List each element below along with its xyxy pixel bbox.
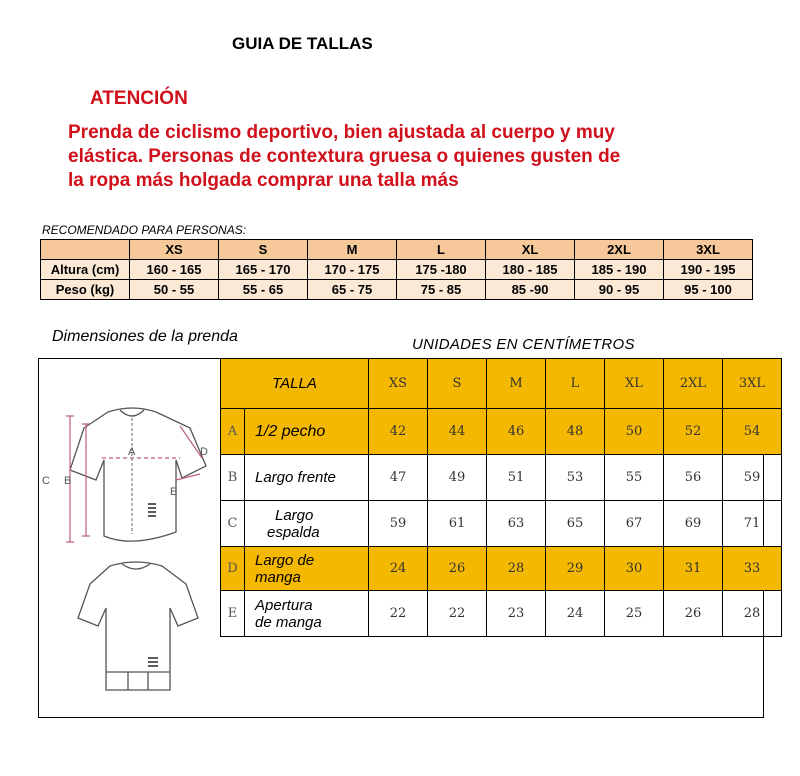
recommended-table: [40, 239, 753, 300]
table-cell: 55 - 65: [219, 280, 308, 300]
table-cell: 56: [664, 455, 723, 501]
row-name-line: espalda: [267, 523, 320, 541]
warning-heading: ATENCIÓN: [90, 88, 188, 109]
table-cell: 61: [428, 501, 487, 547]
size-header: M: [487, 359, 546, 409]
row-name: 1/2 pecho: [245, 409, 369, 455]
row-letter: B: [221, 455, 245, 501]
jersey-front-icon: [70, 408, 206, 541]
table-cell: 165 - 170: [219, 260, 308, 280]
talla-header: TALLA: [221, 359, 369, 409]
table-cell: 69: [664, 501, 723, 547]
size-header: 3XL: [664, 240, 753, 260]
size-header: XL: [486, 240, 575, 260]
table-cell: 28: [723, 591, 782, 637]
table-cell: 30: [605, 547, 664, 591]
table-cell: 53: [546, 455, 605, 501]
table-row: [41, 280, 753, 300]
row-name-line: Largo: [275, 506, 314, 524]
row-label: Peso (kg): [41, 280, 130, 300]
row-name: [245, 591, 369, 637]
table-cell: 50 - 55: [130, 280, 219, 300]
table-cell: 185 - 190: [575, 260, 664, 280]
table-row: [221, 547, 782, 591]
warning-line: Prenda de ciclismo deportivo, bien ajustada al cuerpo y muy: [68, 122, 615, 143]
warning-line: elástica. Personas de contextura gruesa o quienes gusten de: [68, 146, 621, 167]
table-cell: 95 - 100: [664, 280, 753, 300]
row-letter: D: [221, 547, 245, 591]
size-header: L: [546, 359, 605, 409]
row-name: [245, 547, 369, 591]
diagram-label: D: [200, 446, 208, 458]
diagram-label: B: [64, 475, 72, 487]
diagram-label: A: [128, 446, 136, 458]
table-row: [221, 455, 782, 501]
table-row: [221, 409, 782, 455]
table-cell: 52: [664, 409, 723, 455]
size-header: XS: [130, 240, 219, 260]
table-cell: 75 - 85: [397, 280, 486, 300]
table-cell: 26: [428, 547, 487, 591]
table-cell: 85 -90: [486, 280, 575, 300]
row-letter: E: [221, 591, 245, 637]
table-cell: 22: [369, 591, 428, 637]
table-row: [221, 591, 782, 637]
table-cell: 26: [664, 591, 723, 637]
diagram-label: C: [42, 475, 50, 487]
row-name-line: Largo de: [255, 551, 315, 569]
table-header-row: [41, 240, 753, 260]
dimensions-table: [220, 358, 782, 637]
size-header: 2XL: [664, 359, 723, 409]
table-cell: 49: [428, 455, 487, 501]
size-header: L: [397, 240, 486, 260]
table-cell: 51: [487, 455, 546, 501]
size-header: M: [308, 240, 397, 260]
size-header: S: [428, 359, 487, 409]
table-cell: 190 - 195: [664, 260, 753, 280]
table-cell: 175 -180: [397, 260, 486, 280]
table-cell: 65: [546, 501, 605, 547]
warning-line: la ropa más holgada comprar una talla más: [68, 170, 459, 191]
table-cell: 54: [723, 409, 782, 455]
row-name: [245, 501, 369, 547]
table-cell: 28: [487, 547, 546, 591]
table-cell: 71: [723, 501, 782, 547]
row-letter: A: [221, 409, 245, 455]
table-cell: 59: [723, 455, 782, 501]
table-row: [221, 501, 782, 547]
jersey-diagram: [40, 400, 218, 710]
dimensions-label: Dimensiones de la prenda: [52, 328, 238, 345]
row-name-line: de manga: [255, 613, 322, 631]
table-cell: 24: [546, 591, 605, 637]
size-header: S: [219, 240, 308, 260]
warning-text: [68, 121, 678, 193]
table-row: [41, 260, 753, 280]
jersey-back-icon: [78, 562, 198, 690]
row-name: Largo frente: [245, 455, 369, 501]
diagram-label: E: [170, 486, 178, 498]
table-cell: 29: [546, 547, 605, 591]
table-cell: 44: [428, 409, 487, 455]
table-cell: 59: [369, 501, 428, 547]
page-title: GUIA DE TALLAS: [232, 34, 373, 53]
table-cell: 46: [487, 409, 546, 455]
table-cell: 42: [369, 409, 428, 455]
table-cell: 50: [605, 409, 664, 455]
table-cell: 22: [428, 591, 487, 637]
size-header: 3XL: [723, 359, 782, 409]
recommended-label: RECOMENDADO PARA PERSONAS:: [42, 223, 247, 237]
table-cell: 180 - 185: [486, 260, 575, 280]
units-label: UNIDADES EN CENTÍMETROS: [412, 336, 635, 353]
table-cell: 33: [723, 547, 782, 591]
empty-header-cell: [41, 240, 130, 260]
table-cell: 48: [546, 409, 605, 455]
table-cell: 47: [369, 455, 428, 501]
table-cell: 24: [369, 547, 428, 591]
table-cell: 63: [487, 501, 546, 547]
table-cell: 65 - 75: [308, 280, 397, 300]
table-cell: 160 - 165: [130, 260, 219, 280]
table-cell: 31: [664, 547, 723, 591]
size-header: 2XL: [575, 240, 664, 260]
table-cell: 55: [605, 455, 664, 501]
table-header-row: [221, 359, 782, 409]
table-cell: 170 - 175: [308, 260, 397, 280]
row-name-line: manga: [255, 568, 301, 586]
table-cell: 67: [605, 501, 664, 547]
size-header: XL: [605, 359, 664, 409]
row-letter: C: [221, 501, 245, 547]
row-label: Altura (cm): [41, 260, 130, 280]
row-name-line: Apertura: [255, 596, 313, 614]
table-cell: 25: [605, 591, 664, 637]
size-header: XS: [369, 359, 428, 409]
table-cell: 23: [487, 591, 546, 637]
table-cell: 90 - 95: [575, 280, 664, 300]
